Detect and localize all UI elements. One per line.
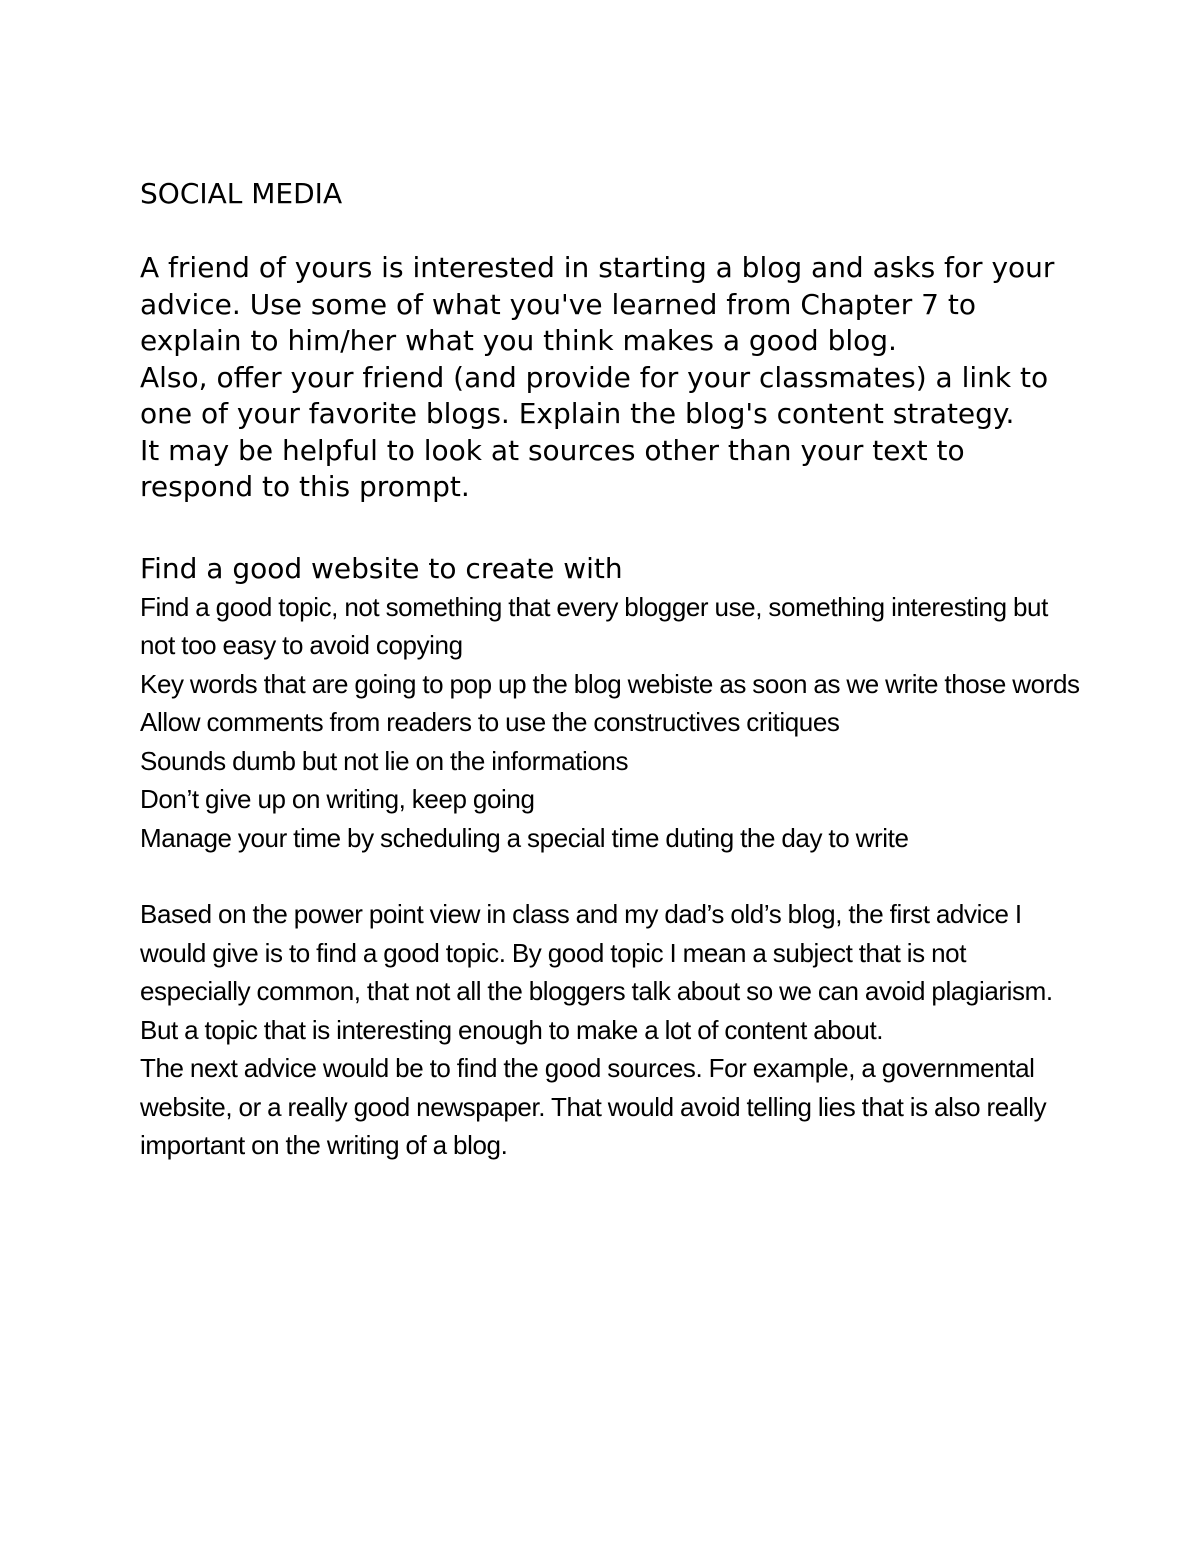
response-paragraph: The next advice would be to find the good sources. For example, a governmental website, or a really good newspaper. That would avoid telling lies that is also really important on the writing of a blog. [140, 1053, 1047, 1160]
tip-item: Key words that are going to pop up the blog webiste as soon as we write those words [140, 668, 1080, 699]
prompt-paragraph: Also, offer your friend (and provide for your classmates) a link to one of your favorite blogs. Explain the blog's content strategy. [140, 360, 1049, 430]
tip-item: Don’t give up on writing, keep going [140, 784, 535, 814]
tip-item: Manage your time by scheduling a special time duting the day to write [140, 822, 909, 853]
prompt-paragraph: It may be helpful to look at sources other than your text to respond to this prompt. [140, 433, 965, 503]
tip-item: Find a good topic, not something that every blogger use, something interesting but not too easy to avoid copying [140, 591, 1048, 660]
prompt-paragraph: A friend of yours is interested in starting a blog and asks for your advice. Use some of what you've learned from Chapter 7 to explain to him/her what you think makes a good blog. [140, 251, 1055, 357]
document-body [140, 176, 1080, 1165]
assignment-prompt [140, 250, 1080, 506]
document-title: SOCIAL MEDIA [140, 177, 343, 210]
response-paragraph: Based on the power point view in class and my dad’s old’s blog, the first advice I would give is to find a good topic. By good topic I mean a subject that is not especially common, that not all the bloggers talk about so we can avoid plagiarism. But a topic that is interesting enough to make a lot of content about. [140, 899, 1053, 1045]
response-section [140, 895, 1080, 1165]
tip-item: Sounds dumb but not lie on the informations [140, 745, 629, 776]
tip-item: Allow comments from readers to use the constructives critiques [140, 707, 840, 737]
tips-list [140, 588, 1080, 858]
section-heading: Find a good website to create with [140, 551, 623, 585]
